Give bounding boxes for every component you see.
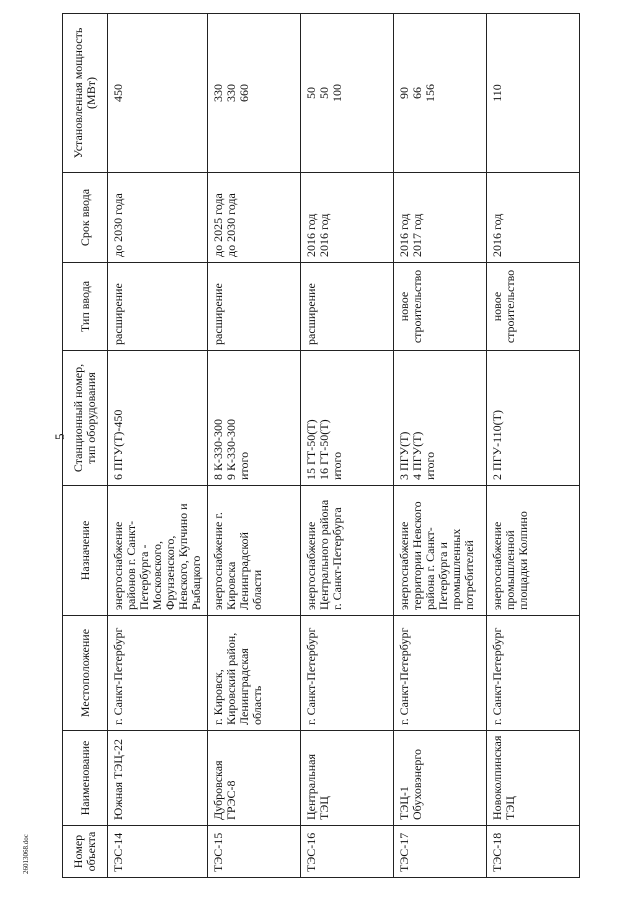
cell-purpose: энергоснабжение промышленной площадки Колпино: [487, 486, 580, 616]
cell-capacity: 110: [487, 14, 580, 173]
cell-capacity: 90 66 156: [394, 14, 487, 173]
table-header-row: [63, 14, 108, 878]
cell-capacity: 450: [108, 14, 208, 173]
cell-equipment: 6 ПГУ(Т)-450: [108, 351, 208, 486]
cell-object-number: ТЭС-17: [394, 826, 487, 878]
cell-input-type: новое строительство: [394, 263, 487, 351]
cell-location: г. Санкт-Петербург: [394, 616, 487, 731]
cell-object-number: ТЭС-18: [487, 826, 580, 878]
cell-location: г. Санкт-Петербург: [487, 616, 580, 731]
header-input-type: Тип ввода: [63, 263, 108, 351]
header-purpose: Назначение: [63, 486, 108, 616]
cell-input-date: 2016 год 2016 год: [301, 173, 394, 263]
cell-equipment: 8 К-330-300 9 К-330-300 итого: [208, 351, 301, 486]
header-name: Наименование: [63, 731, 108, 826]
cell-purpose: энергоснабжение Центрального района г. Санкт-Петербурга: [301, 486, 394, 616]
cell-equipment: 2 ПГУ-110(Т): [487, 351, 580, 486]
cell-input-type: новое строительство: [487, 263, 580, 351]
cell-name: Центральная ТЭЦ: [301, 731, 394, 826]
header-input-date: Срок ввода: [63, 173, 108, 263]
cell-name: Южная ТЭЦ-22: [108, 731, 208, 826]
cell-object-number: ТЭС-16: [301, 826, 394, 878]
cell-object-number: ТЭС-15: [208, 826, 301, 878]
cell-input-date: 2016 год 2017 год: [394, 173, 487, 263]
header-location: Местоположение: [63, 616, 108, 731]
cell-input-date: 2016 год: [487, 173, 580, 263]
page-number: 5: [52, 433, 67, 440]
document-footer: 26013068.doc: [22, 834, 30, 874]
cell-object-number: ТЭС-14: [108, 826, 208, 878]
cell-equipment: 3 ПГУ(Т) 4 ПГУ(Т) итого: [394, 351, 487, 486]
cell-location: г. Кировск, Кировский район, Ленинградская область: [208, 616, 301, 731]
header-capacity: Установленная мощность (МВт): [63, 14, 108, 173]
cell-name: ТЭЦ-1 Обуховэнерго: [394, 731, 487, 826]
table-row: [108, 14, 208, 878]
cell-location: г. Санкт-Петербург: [108, 616, 208, 731]
cell-input-date: до 2025 года до 2030 года: [208, 173, 301, 263]
header-object-number: Номер объекта: [63, 826, 108, 878]
cell-purpose: энергоснабжение территории Невского района г. Санкт-Петербурга и промышленных потребителей: [394, 486, 487, 616]
table-row: [487, 14, 580, 878]
header-equipment: Станционный номер, тип оборудования: [63, 351, 108, 486]
rotated-table-container: [62, 14, 610, 878]
cell-name: Новоколпинская ТЭЦ: [487, 731, 580, 826]
cell-input-date: до 2030 года: [108, 173, 208, 263]
cell-location: г. Санкт-Петербург: [301, 616, 394, 731]
table-row: [394, 14, 487, 878]
table-row: [301, 14, 394, 878]
cell-input-type: расширение: [108, 263, 208, 351]
power-plants-table: [62, 13, 580, 878]
cell-input-type: расширение: [301, 263, 394, 351]
cell-input-type: расширение: [208, 263, 301, 351]
cell-purpose: энергоснабжение районов г. Санкт-Петербурга - Московского, Фрунзенского, Невского, Купчино и Рыбацкого: [108, 486, 208, 616]
cell-capacity: 330 330 660: [208, 14, 301, 173]
table-row: [208, 14, 301, 878]
cell-capacity: 50 50 100: [301, 14, 394, 173]
cell-equipment: 15 ГТ-50(Т) 16 ГТ-50(Т) итого: [301, 351, 394, 486]
cell-purpose: энергоснабжение г. Кировска Ленинградской области: [208, 486, 301, 616]
cell-name: Дубровская ГРЭС-8: [208, 731, 301, 826]
